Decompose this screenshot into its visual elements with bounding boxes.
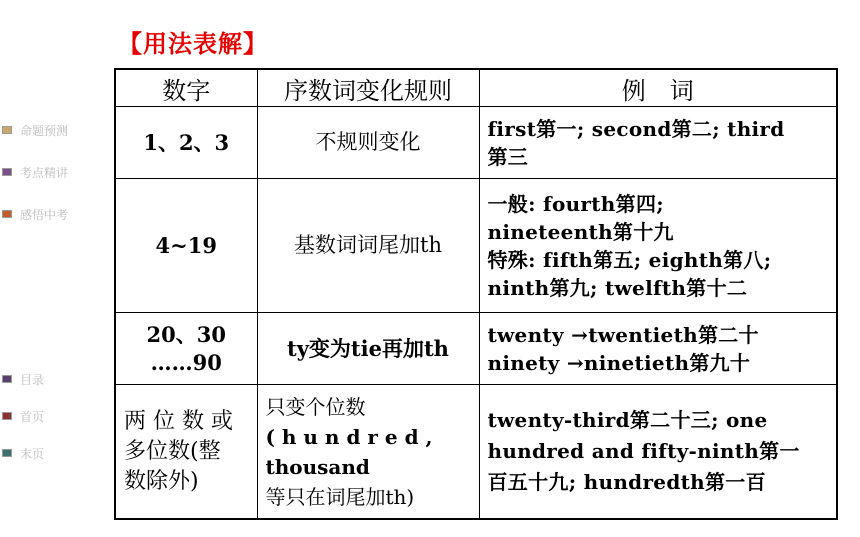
number-line: 两 位 数 或	[124, 408, 233, 434]
header-rule: 序数词变化规则	[257, 69, 479, 107]
rule-line: thousand	[265, 454, 370, 479]
number-line: 数除外)	[124, 468, 199, 494]
examples-cell	[479, 179, 837, 313]
example-line: twenty-third第二十三; one	[487, 408, 768, 433]
nav-label: 感悟中考	[20, 207, 69, 222]
number-cell	[115, 313, 257, 385]
nav-label: 目录	[20, 372, 45, 387]
number-cell: 1、2、3	[115, 107, 257, 179]
table-row	[115, 313, 837, 385]
rule-line: ( h u n d r e d ,	[265, 424, 433, 449]
square-icon	[2, 210, 12, 218]
square-icon	[2, 126, 12, 134]
number-line: ……90	[150, 349, 222, 375]
table-row	[115, 179, 837, 313]
example-line: twenty →twentieth第二十	[487, 322, 759, 347]
table-row	[115, 107, 837, 179]
nav-label: 命题预测	[20, 123, 69, 138]
number-cell	[115, 385, 257, 519]
rule-cell	[257, 385, 479, 519]
nav-label: 末页	[20, 446, 45, 461]
example-line: 第三	[487, 144, 529, 169]
nav-item-last-page[interactable]	[2, 443, 44, 463]
examples-cell	[479, 107, 837, 179]
example-line: first第一; second第二; third	[487, 116, 785, 141]
example-line: ninety →ninetieth第九十	[487, 350, 751, 375]
side-nav-bottom	[2, 369, 44, 480]
nav-label: 考点精讲	[20, 165, 69, 180]
nav-item-key-points[interactable]	[2, 162, 68, 182]
nav-item-exam-insight[interactable]	[2, 204, 68, 224]
header-number: 数字	[115, 69, 257, 107]
rule-line: 等只在词尾加th)	[265, 484, 415, 509]
example-line: hundred and fifty-ninth第一	[487, 439, 800, 464]
rule-cell: 不规则变化	[257, 107, 479, 179]
square-icon	[2, 375, 12, 383]
example-line: 特殊: fifth第五; eighth第八;	[487, 247, 772, 272]
square-icon	[2, 168, 12, 176]
example-line: ninth第九; twelfth第十二	[487, 275, 748, 300]
nav-item-home[interactable]	[2, 406, 44, 426]
square-icon	[2, 412, 12, 420]
number-line: 20、30	[146, 321, 226, 347]
side-nav-top	[2, 120, 68, 246]
nav-label: 首页	[20, 409, 45, 424]
ordinal-rules-table	[114, 68, 838, 520]
table-header-row	[115, 69, 837, 107]
example-line: nineteenth第十九	[487, 219, 674, 244]
nav-item-contents[interactable]	[2, 369, 44, 389]
examples-cell	[479, 313, 837, 385]
number-line: 多位数(整	[124, 438, 221, 464]
example-line: 一般: fourth第四;	[487, 191, 664, 216]
nav-item-prediction[interactable]	[2, 120, 68, 140]
rule-line: 只变个位数	[265, 394, 366, 419]
page-title: 【用法表解】	[118, 30, 268, 58]
rule-cell: 基数词词尾加th	[257, 179, 479, 313]
rule-cell: ty变为tie再加th	[257, 313, 479, 385]
table-row	[115, 385, 837, 519]
square-icon	[2, 449, 12, 457]
header-examples: 例 词	[479, 69, 837, 107]
number-cell: 4~19	[115, 179, 257, 313]
example-line: 百五十九; hundredth第一百	[487, 470, 766, 495]
examples-cell	[479, 385, 837, 519]
